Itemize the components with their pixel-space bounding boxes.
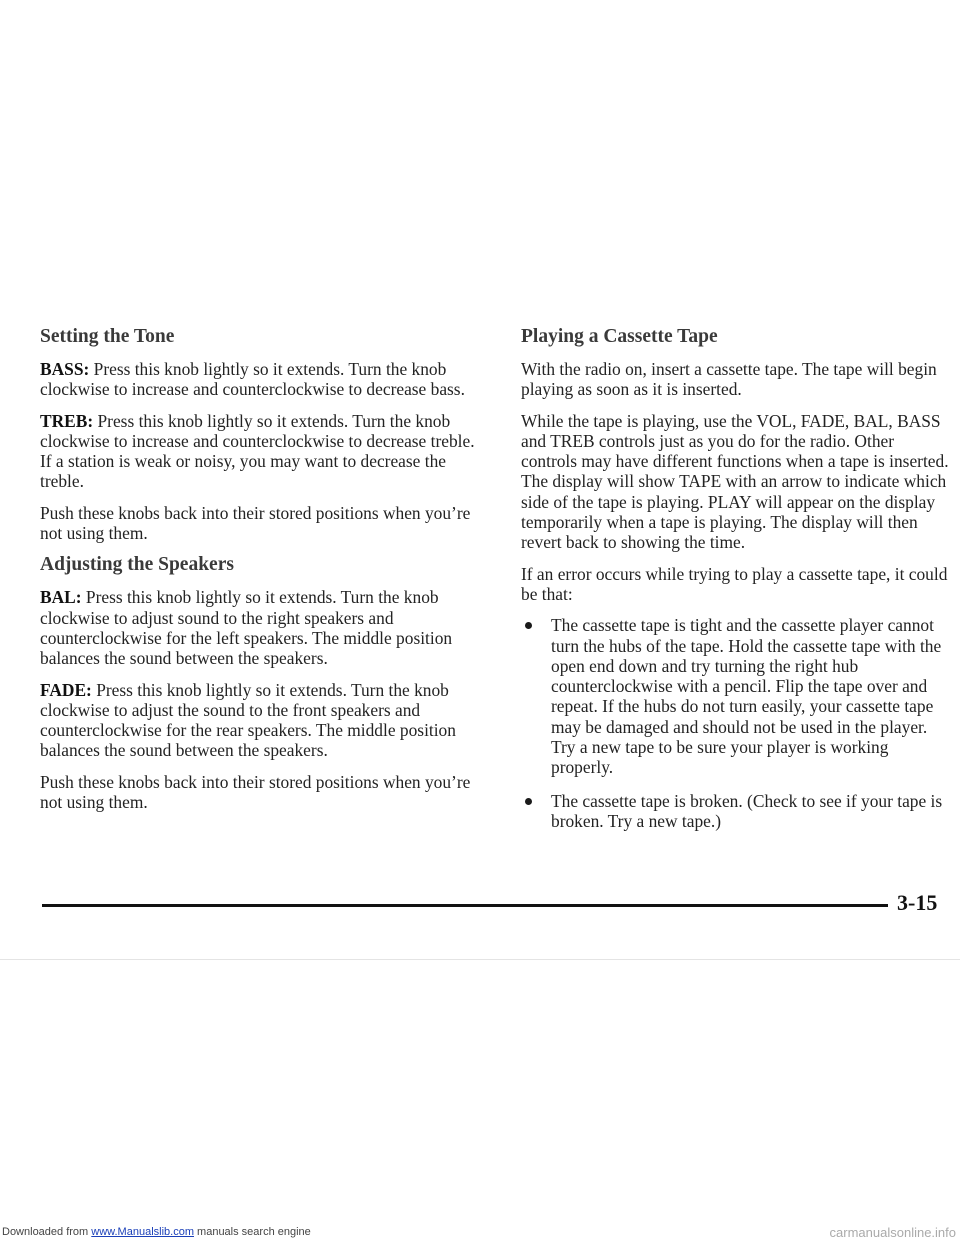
treb-term: TREB:	[40, 410, 94, 431]
bullet-text: The cassette tape is broken. (Check to see if your tape is broken. Try a new tape.)	[551, 790, 943, 831]
bass-term: BASS:	[40, 359, 90, 379]
cassette-paragraph-1: With the radio on, insert a cassette tape. The tape will begin playing as soon as it is inserted.	[521, 359, 937, 400]
bal-term: BAL:	[40, 587, 82, 608]
fade-term: FADE:	[40, 679, 92, 700]
list-item	[521, 791, 949, 832]
bullet-text: The cassette tape is tight and the cassette player cannot turn the hubs of the tape. Hold the cassette tape with the open end down and try turning the right hub counterclockwise with a pencil. Flip the tape over and repeat. If the hubs do not turn easily, your cassette tape may be damaged and should not be used in the player. Try a new tape to be sure your player is working properly.	[551, 615, 942, 778]
adjusting-speakers-heading: Adjusting the Speakers	[40, 554, 234, 576]
download-credit	[2, 1226, 311, 1238]
page-number: 3-15	[897, 890, 938, 915]
setting-tone-heading: Setting the Tone	[40, 326, 175, 347]
bass-paragraph	[40, 359, 480, 400]
fade-paragraph	[40, 680, 480, 761]
push-knobs-paragraph-1: Push these knobs back into their stored positions when you’re not using them.	[40, 502, 471, 544]
right-column	[521, 326, 949, 844]
bullet-dot-icon	[525, 622, 532, 629]
fade-text: Press this knob lightly so it extends. Turn the knob clockwise to adjust the sound to the front speakers and counterclockwise for the rear speakers. The middle position balances the sound between the speakers.	[40, 679, 456, 761]
left-column	[40, 326, 480, 823]
list-item	[521, 615, 949, 777]
treb-text: Press this knob lightly so it extends. Turn the knob clockwise to increase and counterclockwise to decrease treble. If a station is weak or noisy, you may want to decrease the treble.	[40, 410, 475, 492]
download-footer	[0, 1224, 960, 1242]
cassette-heading: Playing a Cassette Tape	[521, 326, 718, 347]
treb-paragraph	[40, 411, 480, 492]
footer-prefix: Downloaded from	[2, 1226, 92, 1238]
bullet-dot-icon	[525, 798, 532, 805]
cassette-paragraph-3: If an error occurs while trying to play a cassette tape, it could be that:	[521, 563, 948, 604]
watermark-text: carmanualsonline.info	[829, 1225, 956, 1240]
footer-rule	[42, 904, 888, 907]
bass-text: Press this knob lightly so it extends. Turn the knob clockwise to increase and counterclockwise to decrease bass.	[40, 359, 465, 400]
cassette-paragraph-2: While the tape is playing, use the VOL, FADE, BAL, BASS and TREB controls just as you do for the radio. Other controls may have different functions when a tape is inserted. The display will show TAPE with an arrow to indicate which side of the tape is playing. PLAY will appear on the display temporarily when a tape is playing. The display will then revert back to showing the time.	[521, 410, 949, 553]
error-bullet-list	[521, 615, 949, 831]
scan-edge-line	[0, 959, 960, 960]
bal-text: Press this knob lightly so it extends. Turn the knob clockwise to adjust sound to the right speakers and counterclockwise for the left speakers. The middle position balances the sound between the speakers.	[40, 587, 453, 669]
bal-paragraph	[40, 587, 480, 668]
footer-suffix: manuals search engine	[193, 1226, 311, 1238]
manualslib-link[interactable]: www.Manualslib.com	[91, 1226, 194, 1238]
push-knobs-paragraph-2: Push these knobs back into their stored positions when you’re not using them.	[40, 771, 471, 813]
